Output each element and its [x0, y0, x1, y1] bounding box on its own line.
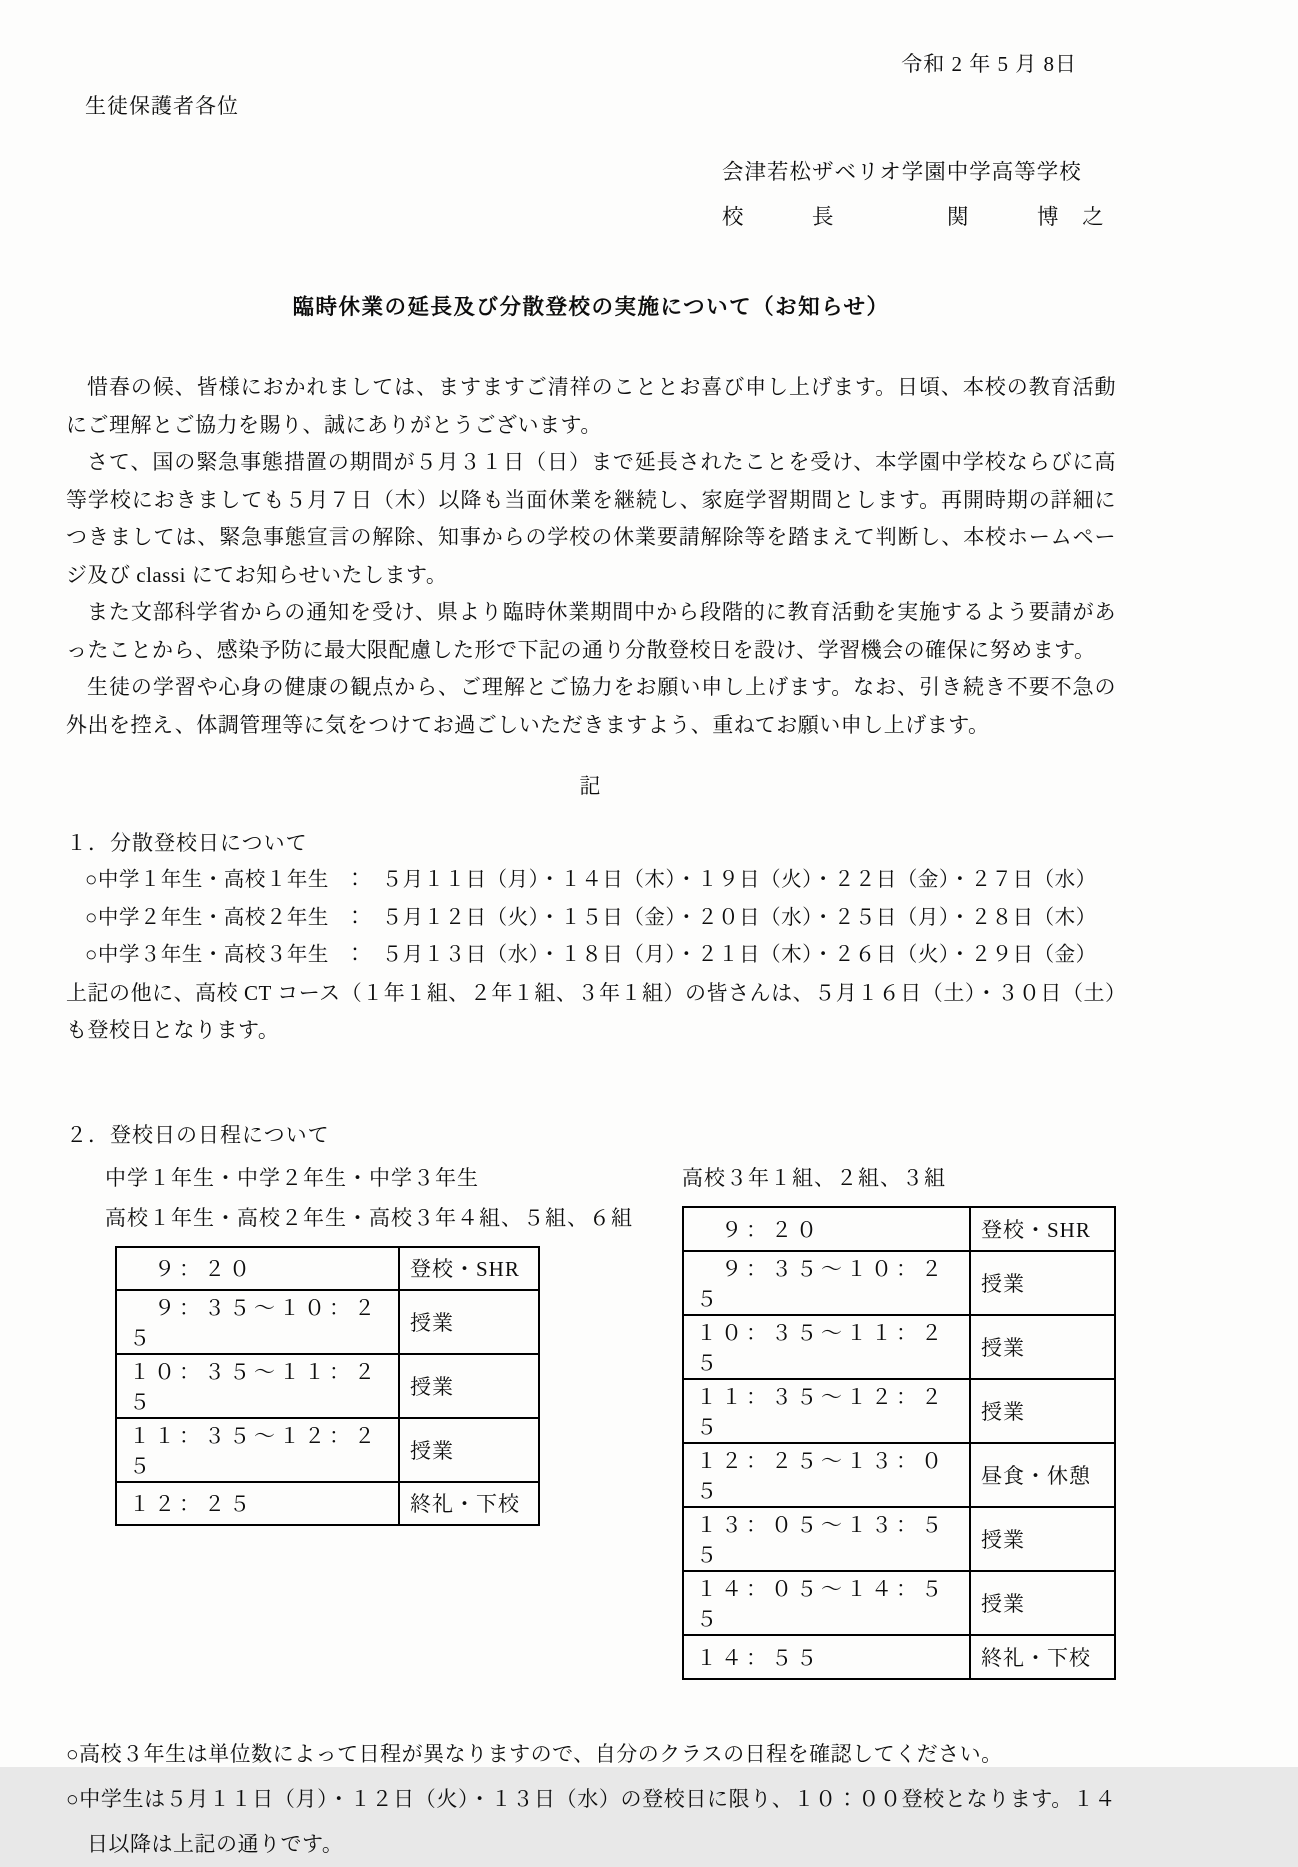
table-row	[116, 1418, 539, 1482]
section1-heading: １．分散登校日について	[66, 831, 308, 855]
footnote-junior: ○中学生は５月１１日（月）・１２日（火）・１３日（水）の登校日に限り、１０：００登校となります。１４日以降は上記の通りです。	[66, 1786, 1116, 1856]
time-cell: １１：３５～１２：２５	[116, 1418, 399, 1482]
school-name: 会津若松ザベリオ学園中学高等学校	[722, 160, 1082, 184]
group-label-junior: 中学１年生・中学２年生・中学３年生	[105, 1165, 479, 1190]
activity-cell: 授業	[970, 1571, 1115, 1635]
paragraph: さて、国の緊急事態措置の期間が５月３１日（日）まで延長されたことを受け、本学園中学校ならびに高等学校におきましても５月７日（木）以降も当面休業を継続し、家庭学習期間とします。再開時期の詳細につきましては、緊急事態宣言の解除、知事からの学校の休業要請解除等を踏まえて判断し、本校ホームページ及び classi にてお知らせいたします。	[66, 450, 1116, 587]
schedule-column-right	[682, 1158, 1116, 1680]
activity-cell: 授業	[970, 1315, 1115, 1379]
attendance-dates-grade3: ○中学３年生・高校３年生 ： ５月１３日（水）・１８日（月）・２１日（木）・２６日（火）・２９日（金）	[85, 944, 1097, 966]
body-text	[66, 369, 1116, 744]
time-cell: １０：３５～１１：２５	[683, 1315, 970, 1379]
activity-cell: 授業	[970, 1379, 1115, 1443]
table-row	[683, 1443, 1115, 1507]
time-cell: １０：３５～１１：２５	[116, 1354, 399, 1418]
schedule-column-left	[105, 1158, 633, 1526]
table-row	[683, 1379, 1115, 1443]
ct-course-note: 上記の他に、高校 CT コース（１年１組、２年１組、３年１組）の皆さんは、５月１６日（土）・３０日（土）も登校日となります。	[66, 980, 1116, 1042]
activity-cell: 昼食・休憩	[970, 1443, 1115, 1507]
section-daily-schedule	[66, 1116, 1116, 1680]
table-row	[116, 1482, 539, 1525]
time-cell: １３：０５～１３：５５	[683, 1507, 970, 1571]
schedule-table-right	[682, 1206, 1116, 1680]
time-cell: １４：０５～１４：５５	[683, 1571, 970, 1635]
table-row	[116, 1290, 539, 1354]
footnote-senior3: ○高校３年生は単位数によって日程が異なりますので、自分のクラスの日程を確認してください。	[66, 1741, 1003, 1766]
activity-cell: 登校・SHR	[399, 1247, 539, 1290]
table-row	[683, 1207, 1115, 1251]
document-date: 令和 2 年 5 月 8日	[901, 52, 1077, 76]
activity-cell: 終礼・下校	[399, 1482, 539, 1525]
paragraph: また文部科学省からの通知を受け、県より臨時休業期間中から段階的に教育活動を実施するよう要請があったことから、感染予防に最大限配慮した形で下記の通り分散登校日を設け、学習機会の確保に努めます。	[66, 600, 1116, 662]
table-row	[116, 1354, 539, 1418]
group-label-senior-123: 高校３年１組、２組、３組	[682, 1165, 946, 1190]
table-row	[683, 1635, 1115, 1679]
paragraph: 生徒の学習や心身の健康の観点から、ご理解とご協力をお願い申し上げます。なお、引き続き不要不急の外出を控え、体調管理等に気をつけてお過ごしいただきますよう、重ねてお願い申し上げます。	[66, 675, 1116, 737]
paragraph: 惜春の候、皆様におかれましては、ますますご清祥のこととお喜び申し上げます。日頃、本校の教育活動にご理解とご協力を賜り、誠にありがとうございます。	[66, 375, 1116, 437]
activity-cell: 授業	[399, 1354, 539, 1418]
time-cell: ９：２０	[683, 1207, 970, 1251]
footnotes	[66, 1732, 1116, 1867]
record-mark: 記	[579, 774, 603, 798]
table-row	[683, 1251, 1115, 1315]
time-cell: ９：３５～１０：２５	[116, 1290, 399, 1354]
section2-heading: ２．登校日の日程について	[66, 1122, 330, 1147]
activity-cell: 登校・SHR	[970, 1207, 1115, 1251]
time-cell: １１：３５～１２：２５	[683, 1379, 970, 1443]
table-row	[683, 1315, 1115, 1379]
schedule-table-left	[115, 1246, 540, 1526]
attendance-dates-grade2: ○中学２年生・高校２年生 ： ５月１２日（火）・１５日（金）・２０日（水）・２５日（月）・２８日（木）	[85, 906, 1097, 929]
time-cell: １２：２５	[116, 1482, 399, 1525]
table-row	[683, 1571, 1115, 1635]
time-cell: ９：３５～１０：２５	[683, 1251, 970, 1315]
document-title: 臨時休業の延長及び分散登校の実施について（お知らせ）	[292, 295, 890, 319]
activity-cell: 授業	[970, 1507, 1115, 1571]
group-label-senior-456: 高校１年生・高校２年生・高校３年４組、５組、６組	[105, 1205, 633, 1230]
table-row	[683, 1507, 1115, 1571]
activity-cell: 授業	[399, 1290, 539, 1354]
attendance-dates-grade1: ○中学１年生・高校１年生 ： ５月１１日（月）・１４日（木）・１９日（火）・２２日（金）・２７日（水）	[85, 869, 1097, 891]
sender-block	[722, 150, 1116, 240]
time-cell: １４：５５	[683, 1635, 970, 1679]
section-staggered-attendance	[66, 824, 1116, 1050]
table-row	[116, 1247, 539, 1290]
addressee: 生徒保護者各位	[85, 94, 239, 118]
time-cell: ９：２０	[116, 1247, 399, 1290]
time-cell: １２：２５～１３：０５	[683, 1443, 970, 1507]
activity-cell: 授業	[399, 1418, 539, 1482]
principal-line: 校 長 関 博 之	[722, 205, 1105, 229]
activity-cell: 授業	[970, 1251, 1115, 1315]
activity-cell: 終礼・下校	[970, 1635, 1115, 1679]
